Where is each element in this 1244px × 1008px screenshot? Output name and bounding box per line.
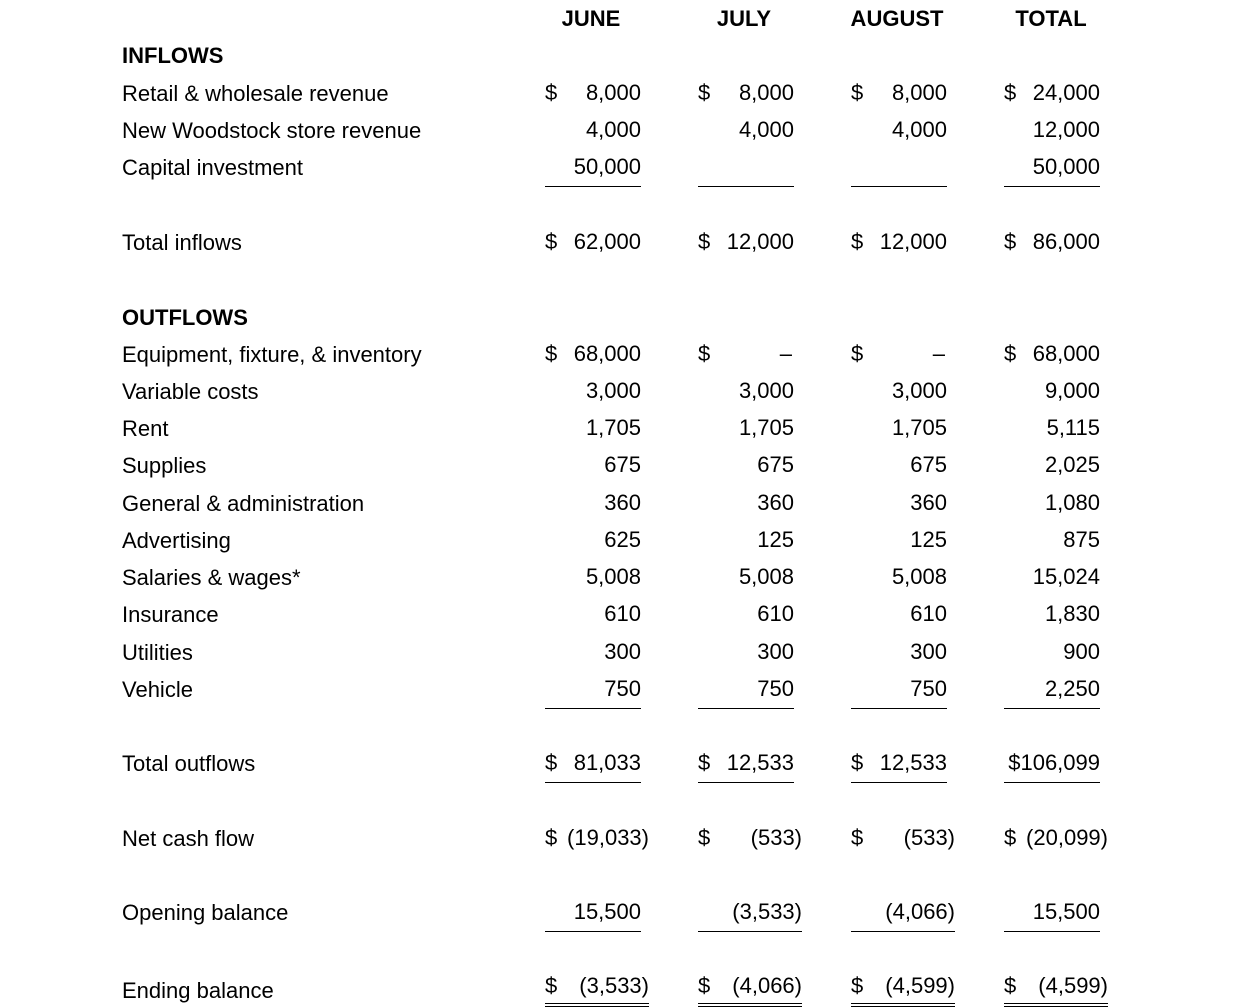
cell-opening-total: 15,500 [1004, 899, 1100, 932]
cell-total-inflows-total: $ 86,000 [1004, 229, 1100, 254]
cell-vehicle-august: 750 [851, 676, 947, 709]
row-label-advertising: Advertising [122, 528, 231, 553]
cell-general-august: 360 [910, 490, 947, 515]
cell-net-cash-august: $ (533) [851, 825, 955, 850]
cell-rent-june: 1,705 [585, 415, 641, 440]
cell-equipment-july: $ – [698, 341, 792, 366]
cell-utilities-total: 900 [1063, 639, 1100, 664]
cell-salaries-june: 5,008 [585, 564, 641, 589]
cell-general-june: 360 [604, 490, 641, 515]
cell-total-outflows-total: $106,099 [1004, 750, 1100, 783]
cell-capital-total: 50,000 [1004, 154, 1100, 187]
row-label-general-admin: General & administration [122, 491, 365, 516]
row-label-supplies: Supplies [122, 453, 207, 478]
cell-advertising-total: 875 [1063, 527, 1100, 552]
cell-supplies-august: 675 [910, 452, 947, 477]
cell-total-outflows-august: $ 12,533 [851, 750, 947, 783]
cell-insurance-july: 610 [757, 601, 794, 626]
cell-insurance-june: 610 [604, 601, 641, 626]
cell-supplies-june: 675 [604, 452, 641, 477]
cell-woodstock-june: 4,000 [585, 117, 641, 142]
cell-total-outflows-july: $ 12,533 [698, 750, 794, 783]
cell-vehicle-total: 2,250 [1004, 676, 1100, 709]
cell-total-outflows-june: $ 81,033 [545, 750, 641, 783]
cell-variable-august: 3,000 [891, 378, 947, 403]
section-inflows-heading: INFLOWS [122, 43, 224, 68]
row-label-salaries: Salaries & wages* [122, 565, 301, 590]
cell-variable-total: 9,000 [1044, 378, 1100, 403]
cell-woodstock-total: 12,000 [1032, 117, 1100, 142]
cell-ending-august: $ (4,599) [851, 973, 955, 1004]
header-total: TOTAL [1015, 6, 1087, 31]
cell-total-inflows-july: $ 12,000 [698, 229, 794, 254]
cell-salaries-july: 5,008 [738, 564, 794, 589]
cell-advertising-july: 125 [757, 527, 794, 552]
cell-retail-july: $ 8,000 [698, 80, 794, 105]
cell-insurance-total: 1,830 [1044, 601, 1100, 626]
row-label-ending-balance: Ending balance [122, 978, 274, 1003]
cell-total-inflows-june: $ 62,000 [545, 229, 641, 254]
row-label-total-outflows: Total outflows [122, 751, 256, 776]
cell-equipment-june: $ 68,000 [545, 341, 641, 366]
row-label-insurance: Insurance [122, 602, 219, 627]
cell-supplies-july: 675 [757, 452, 794, 477]
cell-retail-june: $ 8,000 [545, 80, 641, 105]
cell-net-cash-july: $ (533) [698, 825, 802, 850]
row-label-variable-costs: Variable costs [122, 379, 259, 404]
cell-rent-total: 5,115 [1046, 415, 1100, 440]
cell-opening-july: (3,533) [698, 899, 802, 932]
header-july: JULY [716, 6, 772, 31]
cell-ending-total: $ (4,599) [1004, 973, 1108, 1004]
section-outflows-heading: OUTFLOWS [122, 305, 248, 330]
cell-variable-july: 3,000 [738, 378, 794, 403]
cell-general-total: 1,080 [1044, 490, 1100, 515]
cell-vehicle-july: 750 [698, 676, 794, 709]
cell-advertising-june: 625 [604, 527, 641, 552]
cell-utilities-june: 300 [604, 639, 641, 664]
cell-opening-june: 15,500 [545, 899, 641, 932]
cell-insurance-august: 610 [910, 601, 947, 626]
row-label-woodstock: New Woodstock store revenue [122, 118, 422, 143]
cell-rent-august: 1,705 [891, 415, 947, 440]
cell-advertising-august: 125 [910, 527, 947, 552]
cell-equipment-total: $ 68,000 [1004, 341, 1100, 366]
cell-retail-august: $ 8,000 [851, 80, 947, 105]
cell-utilities-august: 300 [910, 639, 947, 664]
cell-salaries-august: 5,008 [891, 564, 947, 589]
cell-opening-august: (4,066) [851, 899, 955, 932]
row-label-total-inflows: Total inflows [122, 230, 242, 255]
cell-general-july: 360 [757, 490, 794, 515]
cell-net-cash-total: $ (20,099) [1004, 825, 1108, 850]
cell-retail-total: $ 24,000 [1004, 80, 1100, 105]
cell-total-inflows-august: $ 12,000 [851, 229, 947, 254]
cell-equipment-august: $ – [851, 341, 945, 366]
cell-net-cash-june: $ (19,033) [545, 825, 649, 850]
row-label-retail-wholesale: Retail & wholesale revenue [122, 81, 389, 106]
cell-woodstock-july: 4,000 [738, 117, 794, 142]
row-label-opening-balance: Opening balance [122, 900, 289, 925]
cell-capital-august [851, 154, 947, 187]
row-label-capital-investment: Capital investment [122, 155, 303, 180]
row-label-utilities: Utilities [122, 640, 193, 665]
cell-capital-june: 50,000 [545, 154, 641, 187]
header-june: JUNE [561, 6, 621, 31]
row-label-net-cash-flow: Net cash flow [122, 826, 255, 851]
cell-utilities-july: 300 [757, 639, 794, 664]
cell-ending-july: $ (4,066) [698, 973, 802, 1004]
cell-supplies-total: 2,025 [1044, 452, 1100, 477]
row-label-vehicle: Vehicle [122, 677, 193, 702]
cell-vehicle-june: 750 [545, 676, 641, 709]
cell-rent-july: 1,705 [738, 415, 794, 440]
row-label-equipment: Equipment, fixture, & inventory [122, 342, 422, 367]
cell-woodstock-august: 4,000 [891, 117, 947, 142]
row-label-rent: Rent [122, 416, 169, 441]
cell-ending-june: $ (3,533) [545, 973, 649, 1004]
cell-variable-june: 3,000 [585, 378, 641, 403]
cell-capital-july [698, 154, 794, 187]
header-august: AUGUST [850, 6, 944, 31]
cell-salaries-total: 15,024 [1032, 564, 1100, 589]
